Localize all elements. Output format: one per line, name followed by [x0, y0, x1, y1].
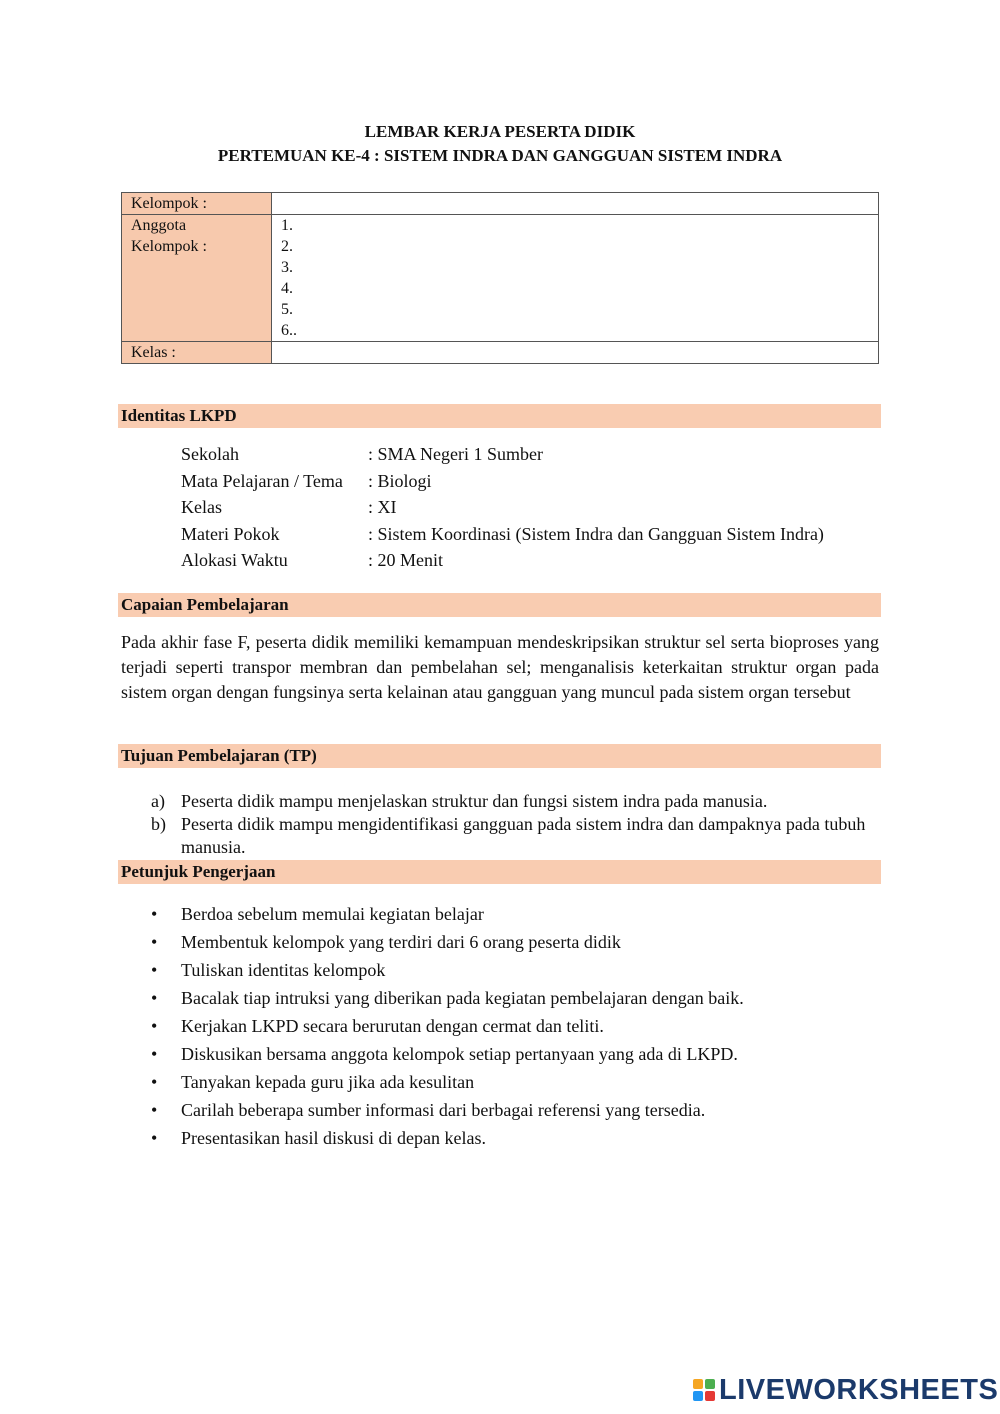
objective-item: b) Peserta didik mampu mengidentifikasi gangguan pada sistem indra dan dampaknya pada tubuh manusia. — [151, 814, 866, 857]
member-entry[interactable]: 1. — [281, 217, 293, 234]
identity-row: Alokasi Waktu : 20 Menit — [181, 550, 443, 570]
logo-block — [693, 1379, 703, 1389]
objectives-list — [151, 790, 871, 859]
document-subtitle: PERTEMUAN KE-4 : SISTEM INDRA DAN GANGGUAN SISTEM INDRA — [217, 146, 783, 165]
member-entry[interactable]: 5. — [281, 301, 293, 318]
logo-block — [705, 1391, 715, 1401]
logo-blocks-icon — [693, 1379, 715, 1401]
class-label: Kelas : — [122, 342, 272, 364]
bullet-icon: • — [151, 988, 158, 1008]
logo-block — [693, 1391, 703, 1401]
identity-row: Materi Pokok : Sistem Koordinasi (Sistem Indra dan Gangguan Sistem Indra) — [181, 523, 824, 544]
group-identity-table — [121, 192, 879, 364]
member-entry[interactable]: 6.. — [281, 322, 297, 339]
achievement-paragraph: Pada akhir fase F, peserta didik memiliki kemampuan mendeskripsikan struktur sel serta bioproses yang terjadi seperti transpor membran dan pembelahan sel; menganalisis keterkaitan struktur organ pada sistem organ dengan fungsinya serta kelainan atau gangguan yang muncul pada sistem organ tersebut — [121, 632, 879, 702]
members-label: Anggota Kelompok : — [122, 215, 272, 342]
group-label: Kelompok : — [122, 193, 272, 215]
identity-row: Kelas : XI — [181, 497, 397, 517]
bullet-icon: • — [151, 960, 158, 980]
document-title: LEMBAR KERJA PESERTA DIDIK — [364, 122, 636, 141]
identity-row: Mata Pelajaran / Tema : Biologi — [181, 470, 432, 491]
member-entry[interactable]: 3. — [281, 259, 293, 276]
instruction-item: • Carilah beberapa sumber informasi dari berbagai referensi yang tersedia. — [151, 1096, 744, 1124]
member-entry[interactable]: 2. — [281, 238, 293, 255]
bullet-icon: • — [151, 1100, 158, 1120]
bullet-icon: • — [151, 1072, 158, 1092]
instruction-item: • Presentasikan hasil diskusi di depan kelas. — [151, 1124, 744, 1152]
bullet-icon: • — [151, 1128, 158, 1148]
bullet-icon: • — [151, 932, 158, 952]
class-field[interactable] — [272, 342, 879, 364]
logo-text: LIVEWORKSHEETS — [719, 1373, 999, 1406]
instructions-list — [151, 900, 744, 1152]
member-entry[interactable]: 4. — [281, 280, 293, 297]
bullet-icon: • — [151, 904, 158, 924]
logo-block — [705, 1379, 715, 1389]
objective-item: a) Peserta didik mampu menjelaskan struktur dan fungsi sistem indra pada manusia. — [151, 791, 768, 811]
instruction-item: • Membentuk kelompok yang terdiri dari 6 orang peserta didik — [151, 928, 744, 956]
members-field[interactable] — [272, 215, 879, 342]
identity-row: Sekolah : SMA Negeri 1 Sumber — [181, 444, 543, 464]
section-identity-heading: Identitas LKPD — [118, 404, 881, 428]
bullet-icon: • — [151, 1044, 158, 1064]
instruction-item: • Tuliskan identitas kelompok — [151, 956, 744, 984]
instruction-item: • Bacalak tiap intruksi yang diberikan pada kegiatan pembelajaran dengan baik. — [151, 984, 744, 1012]
group-field[interactable] — [272, 193, 879, 215]
instruction-item: • Diskusikan bersama anggota kelompok setiap pertanyaan yang ada di LKPD. — [151, 1040, 744, 1068]
section-instructions-heading: Petunjuk Pengerjaan — [118, 860, 881, 884]
instruction-item: • Kerjakan LKPD secara berurutan dengan cermat dan teliti. — [151, 1012, 744, 1040]
section-achievement-heading: Capaian Pembelajaran — [118, 593, 881, 617]
instruction-item: • Berdoa sebelum memulai kegiatan belajar — [151, 900, 744, 928]
section-objectives-heading: Tujuan Pembelajaran (TP) — [118, 744, 881, 768]
identity-list — [181, 441, 824, 574]
liveworksheets-logo[interactable] — [693, 1373, 998, 1407]
instruction-item: • Tanyakan kepada guru jika ada kesulitan — [151, 1068, 744, 1096]
bullet-icon: • — [151, 1016, 158, 1036]
